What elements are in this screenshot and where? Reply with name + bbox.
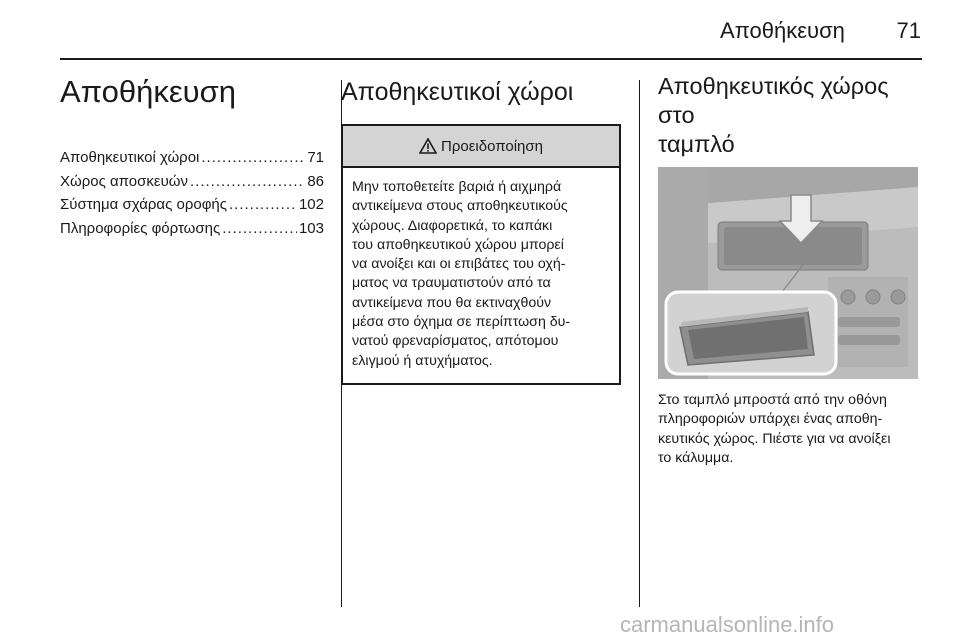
warning-box [341,124,621,385]
caption-line: κευτικός χώρος. Πιέστε για να ανοίξει [658,430,891,447]
toc-leader [201,146,305,170]
toc-entry-title: Χώρος αποσκευών [60,172,188,190]
toc-entry-title: Αποθηκευτικοί χώροι [60,149,200,166]
warning-line: να ανοίξει και οι επιβάτες του οχή- [352,256,566,273]
toc-entry-title: Σύστημα σχάρας οροφής [60,196,227,213]
dashboard-storage-illustration [658,167,918,379]
table-of-contents [60,146,324,240]
warning-line: αντικείμενα που θα εκτιναχθούν [352,294,552,311]
heading-line: ταμπλό [658,131,735,157]
toc-entry[interactable] [60,146,324,170]
heading-line: Αποθηκευτικός χώρος στο [658,73,889,128]
warning-line: νατού φρεναρίσματος, απότομου [352,333,559,350]
column-1 [60,72,324,240]
warning-line: ματος να τραυματιστούν από τα [352,275,551,292]
column-3 [658,72,920,468]
caption-line: το κάλυμμα. [658,449,734,466]
caption-line: πληροφοριών υπάρχει ένας αποθη- [658,411,883,428]
column-2 [341,72,623,385]
caption [658,391,920,468]
toc-leader [190,170,305,194]
warning-line: χώρους. Διαφορετικά, το καπάκι [352,217,553,234]
toc-leader [229,193,297,217]
warning-text [343,168,619,383]
warning-line: Μην τοποθετείτε βαριά ή αιχμηρά [352,179,562,195]
toc-entry-page: 102 [298,196,324,213]
toc-entry[interactable] [60,193,324,217]
warning-header [343,126,619,168]
warning-line: του αποθηκευτικού χώρου μπορεί [352,236,564,253]
chapter-heading: Αποθήκευση [60,74,236,109]
section-heading: Αποθηκευτικοί χώροι [341,78,574,106]
toc-entry-title: Πληροφορίες φόρτωσης [60,219,221,237]
warning-icon [419,138,437,154]
warning-line: μέσα στο όχημα σε περίπτωση δυ- [352,314,571,331]
toc-entry-page: 103 [298,219,324,237]
toc-entry[interactable] [60,217,324,241]
toc-leader [222,217,297,241]
column-divider-2 [639,80,640,607]
page-number: 71 [896,18,921,43]
toc-entry-page: 86 [307,172,324,190]
header-rule [60,58,922,60]
toc-entry[interactable] [60,170,324,194]
warning-title: Προειδοποίηση [441,137,543,155]
warning-line: αντικείμενα στους αποθηκευτικούς [352,198,568,215]
caption-line: Στο ταμπλό μπροστά από την οθόνη [658,392,887,408]
watermark: carmanualsonline.info [620,612,835,637]
toc-entry-page: 71 [307,149,324,166]
section-heading [658,72,920,159]
warning-line: ελιγμού ή ατυχήματος. [352,352,493,369]
header-title: Αποθήκευση [720,18,845,43]
